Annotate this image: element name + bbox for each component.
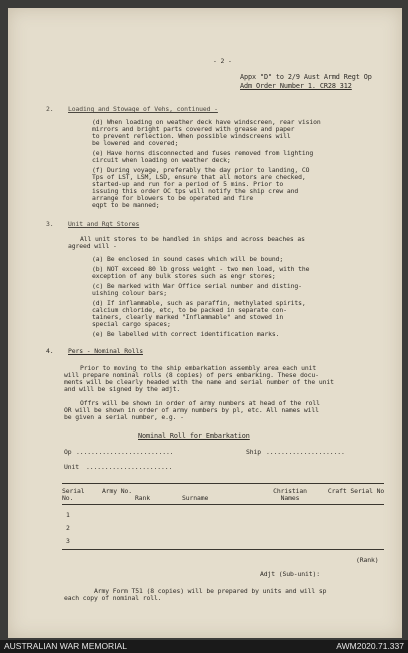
header-line-1: Appx "D" to 2/9 Aust Armd Regt Op xyxy=(240,73,372,81)
section-2-line: eqpt to be manned; xyxy=(92,201,160,209)
roll-row-number: 2 xyxy=(66,524,70,532)
section-2-line: issuing this order OC tps will notify the ship crew and xyxy=(92,187,299,195)
section-3-line: (e) Be labelled with correct identification marks. xyxy=(92,330,280,338)
footer-institution: AUSTRALIAN WAR MEMORIAL xyxy=(4,641,127,651)
column-header-craft-serial: Craft Serial No xyxy=(327,487,385,495)
unit-label: Unit xyxy=(64,463,79,471)
section-3-line: uishing colour bars; xyxy=(92,289,167,297)
closing-line: each copy of nominal roll. xyxy=(64,594,162,602)
footer-catalogue-number: AWM2020.71.337 xyxy=(336,641,404,651)
section-4-para-1: ments will be clearly headed with the name and serial number of the unit xyxy=(64,378,334,386)
section-2-number: 2. xyxy=(46,105,54,113)
section-4-para-1: Prior to moving to the ship embarkation assembly area each unit xyxy=(80,364,317,372)
section-4-para-2: OR will be shown in order of army numbers by pl, etc. All names will xyxy=(64,406,319,414)
ship-label: Ship xyxy=(246,448,261,456)
adjt-signature-line: Adjt (Sub-unit): xyxy=(260,570,320,578)
nominal-roll-title: Nominal Roll for Embarkation xyxy=(138,432,250,440)
section-4-para-1: will prepare nominal rolls (8 copies) of pers embarking. These docu- xyxy=(64,371,319,379)
section-2-line: (f) During voyage, preferably the day prior to landing, CO xyxy=(92,166,310,174)
ship-dotted-line: ..................... xyxy=(266,448,345,456)
section-4-heading: Pers - Nominal Rolls xyxy=(68,347,143,355)
section-3-line: calcium chloride, etc, to be packed in separate con- xyxy=(92,306,287,314)
section-2-line: be lowered and covered; xyxy=(92,139,179,147)
column-header-army-no: Army No. xyxy=(102,487,132,495)
section-3-heading: Unit and Rgt Stores xyxy=(68,220,140,228)
rank-note: (Rank) xyxy=(356,556,379,564)
roll-row-number: 3 xyxy=(66,537,70,545)
section-4-para-1: and will be signed by the adjt. xyxy=(64,385,181,393)
document-page xyxy=(8,8,402,638)
section-4-para-2: Offrs will be shown in order of army numbers at head of the roll xyxy=(80,399,320,407)
section-3-number: 3. xyxy=(46,220,54,228)
table-bottom-rule xyxy=(62,549,384,550)
section-3-line: (c) Be marked with War Office serial number and disting- xyxy=(92,282,302,290)
page-number: - 2 - xyxy=(213,57,232,65)
roll-row-number: 1 xyxy=(66,511,70,519)
section-3-line: exception of any bulk stores such as engr stores; xyxy=(92,272,276,280)
column-header-christian-names: Christian Names xyxy=(273,487,307,503)
section-2-line: circuit when loading on weather deck; xyxy=(92,156,231,164)
section-3-line: (d) If inflammable, such as paraffin, methylated spirits, xyxy=(92,299,306,307)
section-4-para-2: be given a serial number, e.g. - xyxy=(64,413,184,421)
archive-footer xyxy=(0,640,408,653)
op-dotted-line: .......................... xyxy=(76,448,174,456)
column-header-rank: Rank xyxy=(135,494,150,502)
section-2-line: to prevent reflection. When possible windscreens will xyxy=(92,132,291,140)
section-2-line: (e) Have horns disconnected and fuses removed from lighting xyxy=(92,149,314,157)
section-3-line: special cargo spaces; xyxy=(92,320,171,328)
column-header-surname: Surname xyxy=(182,494,209,502)
section-2-line: started-up and run for a period of 5 mins. Prior to xyxy=(92,180,284,188)
column-header-serial: Serial No. xyxy=(62,487,85,503)
closing-line: Army Form T51 (8 copies) will be prepared by units and will sp xyxy=(94,587,327,595)
section-2-line: mirrors and bright parts covered with grease and paper xyxy=(92,125,295,133)
section-3-line: (a) Be enclosed in sound cases which will be bound; xyxy=(92,255,284,263)
op-label: Op xyxy=(64,448,72,456)
header-line-2: Adm Order Number 1. CR28 312 xyxy=(240,82,352,90)
section-3-intro: All unit stores to be handled in ships and across beaches as xyxy=(80,235,305,243)
section-3-line: (b) NOT exceed 80 lb gross weight - two men load, with the xyxy=(92,265,310,273)
section-2-line: (d) When loading on weather deck have windscreen, rear vision xyxy=(92,118,321,126)
section-4-number: 4. xyxy=(46,347,54,355)
section-2-line: Tps of LST, LSM, LSD, ensure that all motors are checked, xyxy=(92,173,306,181)
section-3-line: tainers, clearly marked "Inflammable" and stowed in xyxy=(92,313,284,321)
table-header-rule xyxy=(62,504,384,505)
table-top-rule xyxy=(62,483,384,484)
unit-dotted-line: ....................... xyxy=(86,463,173,471)
section-3-intro: agreed will - xyxy=(68,242,117,250)
section-2-heading: Loading and Stowage of Vehs, continued - xyxy=(68,105,218,113)
section-2-line: arrange for blowers to be operated and fire xyxy=(92,194,254,202)
